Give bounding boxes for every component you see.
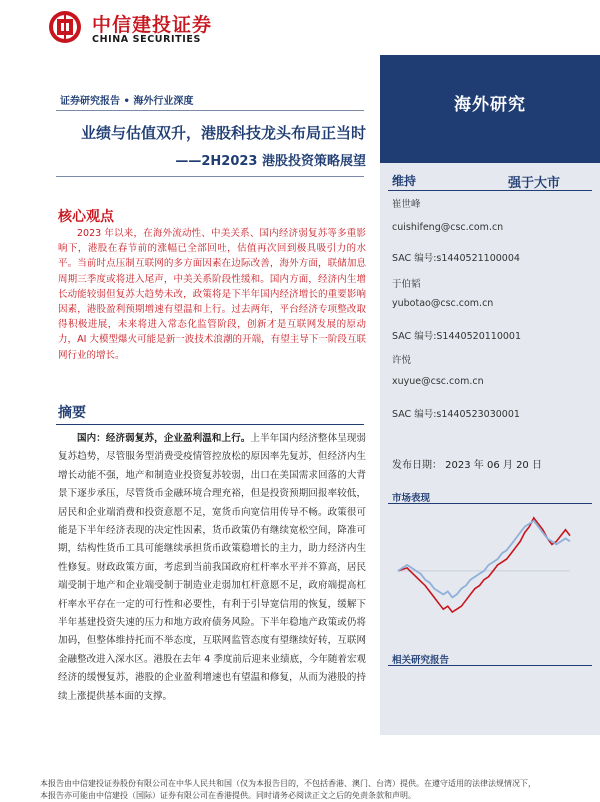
divider — [388, 190, 592, 191]
abstract-text — [58, 430, 366, 706]
footer-line: 本报告亦可能由中信建投（国际）证券有限公司在香港提供。同时请务必阅读正文之后的免责条款和声明。 — [40, 791, 416, 800]
divider — [56, 424, 364, 425]
analyst-name: 崔世峰 — [392, 199, 421, 210]
brand-name-cn: 中信建投证券 — [92, 14, 213, 36]
analyst-sac: SAC 编号:s1440521100004 — [392, 253, 520, 264]
divider — [388, 503, 592, 504]
breadcrumb: 证券研究报告 • 海外行业深度 — [60, 96, 194, 107]
publish-date: 发布日期： 2023 年 06 月 20 日 — [392, 460, 542, 471]
analyst-email[interactable]: xuyue@csc.com.cn — [392, 376, 484, 387]
analyst-sac: SAC 编号:s1440523030001 — [392, 409, 520, 420]
analyst-sac: SAC 编号:S1440520110001 — [392, 331, 521, 342]
abstract-body: 上半年国内经济整体呈现弱复苏趋势，尽管服务型消费受疫情管控放松的原因率先复苏，但经济内生增长动能不强，地产和制造业投资复苏较弱，出口在美国需求回落的大背景下逐步承压，尽管货币金融环境合理充裕，但是投资预期回报率较低，居民和企业端消费和投资意愿不足，宽货币向宽信用传导不畅。政策很可能是下半年经济表现的决定性因素，货币政策仍有继续宽松空间，降准可期，结构性货币工具可能继续承担货币政策稳增长的主力，助力经济内生性修复。财政政策方面，考虑到当前我国政府杠杆率水平并不算高，居民端受制于地产和企业端受制于制造业走弱加杠杆意愿不足，政府端提高杠杆率水平存在一定的可行性和必要性，有利于引导宽信用的恢复，缓解下半年基建投资失速的压力和地方政府债务风险。下半年稳地产政策或仍将加码，但整体维持托而不举态度，互联网监管态度有望继续好转，互联网金融整改进入深水区。港股在去年 4 季度前后迎来业绩底，今年随着宏观经济的缓慢复苏，港股的企业盈利增速也有望温和修复，从而为港股的持续上涨提供基本面的支撑。 — [58, 433, 366, 702]
section-title: 海外研究 — [454, 95, 526, 115]
divider — [56, 176, 364, 177]
footer-line: 本报告由中信建投证券股份有限公司在中华人民共和国（仅为本报告目的，不包括香港、澳门、台湾）提供。在遵守适用的法律法规情况下， — [40, 779, 536, 788]
report-subtitle: ——2H2023 港股投资策略展望 — [175, 154, 366, 169]
related-reports-label: 相关研究报告 — [392, 655, 450, 666]
analyst-email[interactable]: cuishifeng@csc.com.cn — [392, 222, 504, 233]
core-heading: 核心观点 — [58, 209, 114, 225]
disclaimer-footer — [40, 778, 600, 802]
series-line-industry — [398, 518, 570, 612]
divider — [56, 110, 364, 111]
abstract-lead: 国内：经济弱复苏，企业盈利温和上行。 — [77, 433, 251, 444]
analyst-email[interactable]: yubotao@csc.com.cn — [392, 298, 494, 309]
market-chart — [390, 506, 590, 626]
rating-value: 强于大市 — [508, 176, 561, 191]
analyst-name: 于伯韬 — [392, 279, 421, 290]
brand-logo — [48, 8, 248, 48]
market-performance-label: 市场表现 — [392, 493, 431, 504]
core-text: 2023 年以来，在海外流动性、中美关系、国内经济弱复苏等多重影响下，港股在春节前的涨幅已全部回吐，估值再次回到极具吸引力的水平。当前时点压制互联网的多方面因素在边际改善，海外方面，联储加息周期三季度或将进入尾声，中美关系阶段性缓和。国内方面，经济内生增长动能较弱但复苏大趋势未改，政策将是下半年国内经济增长的重要影响因素，港股盈利预期增速有望温和上行。过去两年，平台经济专项整改取得积极进展，未来将进入常态化监管阶段，创新才是互联网发展的原动力，AI 大模型爆火可能是新一波技术浪潮的开端，有望主导下一阶段互联网行业的增长。 — [58, 228, 366, 361]
rating-label: 维持 — [392, 174, 417, 188]
report-title: 业绩与估值双升，港股科技龙头布局正当时 — [80, 124, 366, 142]
divider — [388, 665, 592, 666]
brand-name-en: CHINA SECURITIES — [92, 34, 201, 45]
logo-mark-icon — [48, 10, 82, 44]
abstract-heading: 摘要 — [58, 405, 86, 421]
analyst-name: 许悦 — [392, 355, 412, 366]
